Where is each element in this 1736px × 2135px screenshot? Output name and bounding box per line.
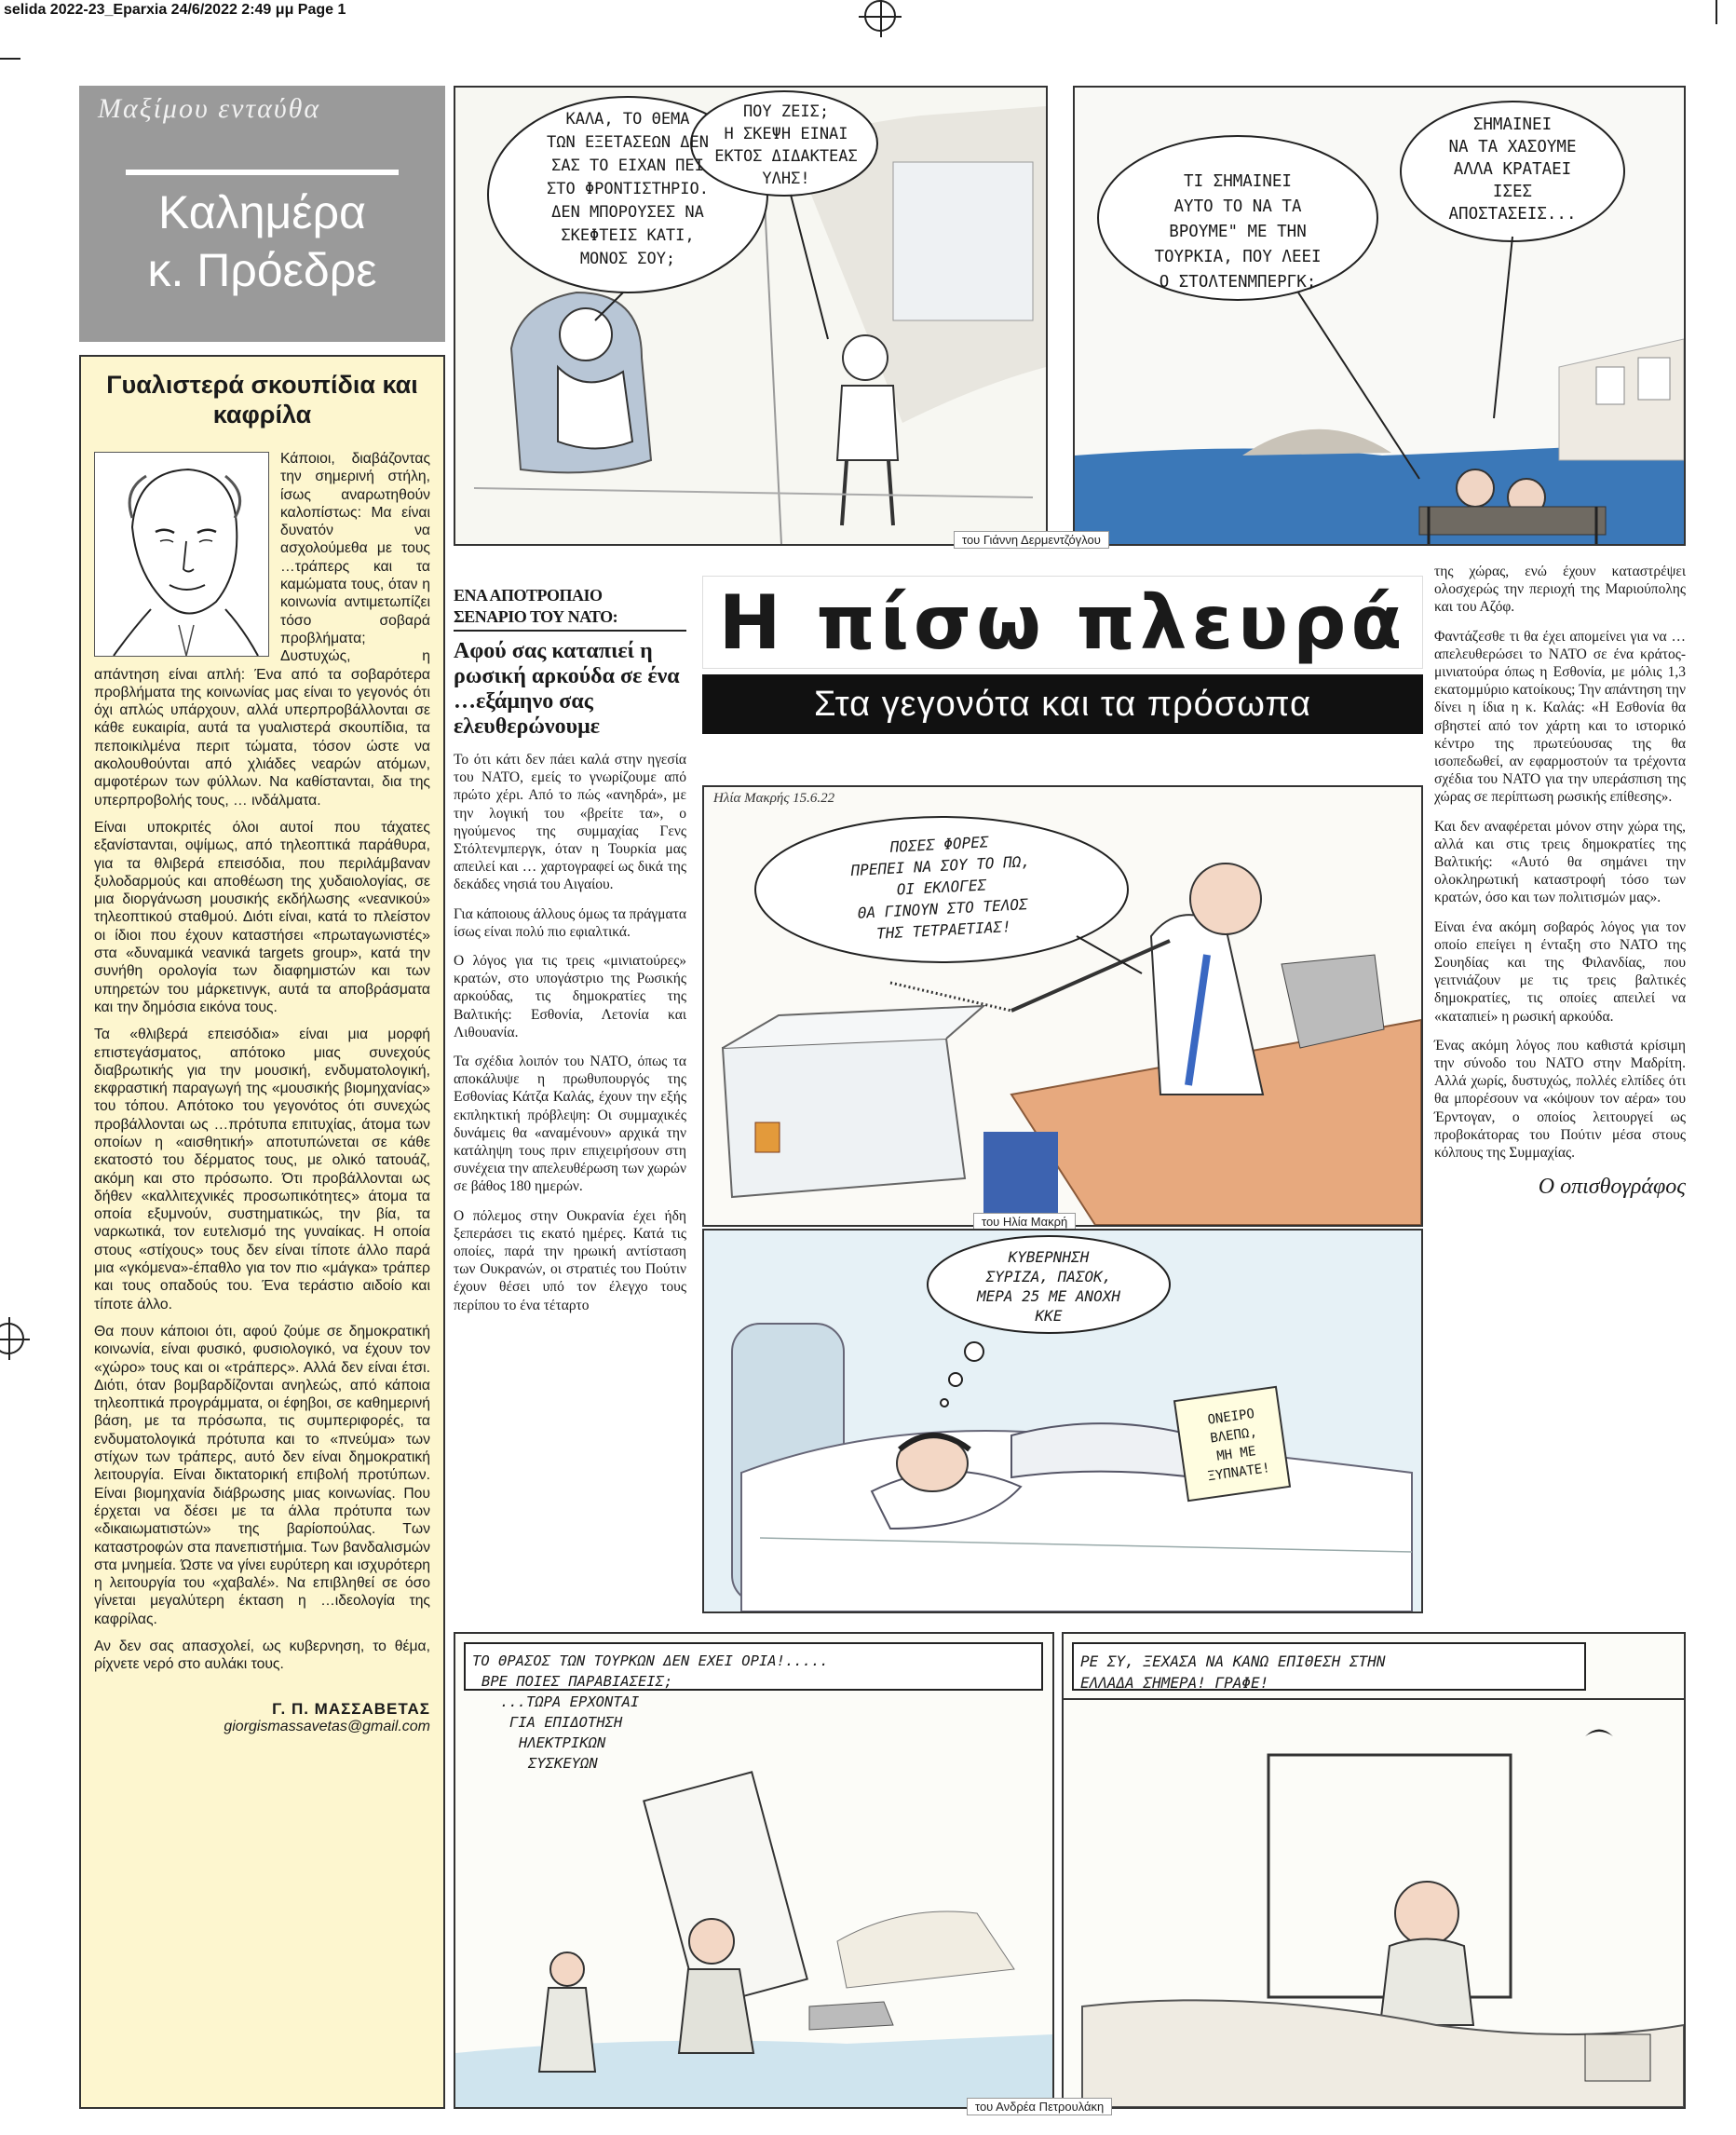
speech-bubble	[1080, 1651, 1602, 1693]
bubble-line: ΣΥΡΙΖΑ, ΠΑΣΟΚ,	[985, 1268, 1112, 1285]
bubble-line: ΒΡΟΥΜΕ" ΜΕ ΤΗΝ	[1169, 223, 1307, 241]
speech-bubble	[702, 101, 870, 190]
column-title-line: Καλημέρα	[158, 186, 366, 238]
left-article-paragraph: Τα «θλιβερά επεισόδια» είναι μια μορφή επιστεγάσματος, απότοκο μιας συνεχούς διαβρωτικής για την μουσική, ενδυματολογική, εκφραστική παραγωγή της «μουσικής βιομηχανίας» του τόπου. Απότοκο του γεγονότος ότι συνεχώς προβάλλονται ως …πρότυπα επιτυχίας, άτομα των οποίων η «αισθητική» αποτυπώνεται σε κάθε εκατοστό του δέρματος τους, με ολικό τατουάζ, ακόμη και στο πρόσωπο. Ότι προβάλλονται ως δήθεν «καλλιτεχνικές προσωπικότητες» άτομα τα οποία εξυμνούν, συστηματικώς, την βία, τα ναρκωτικά, τον ευτελισμό της γυναίκας. Η οποία στους «στίχους» τους δεν είναι τίποτε άλλο παρά μια «γκόμενα»-έπαθλο για τον πιο «μάγκα» τράπερ και τους οπαδούς του. Ένα τεράστιο αιδοίο και τίποτε άλλο.	[94, 1027, 430, 1312]
speech-bubble	[1112, 170, 1363, 295]
registration-mark-icon	[864, 0, 896, 32]
banner-subtitle: Στα γεγονότα και τα πρόσωπα	[702, 674, 1423, 734]
crop-mark	[0, 58, 20, 60]
bubble-line: ΤΩΝ ΕΞΕΤΑΣΕΩΝ ΔΕΝ	[547, 133, 709, 152]
author-portrait	[94, 452, 269, 657]
bubble-line: ΣΤΟ ΦΡΟΝΤΙΣΤΗΡΙΟ.	[547, 180, 709, 198]
cartoon-credit: του Γιάννη Δερμεντζόγλου	[954, 531, 1109, 549]
right-article	[1434, 563, 1686, 1200]
author-email: giorgismassavetas@gmail.com	[224, 1718, 430, 1734]
kicker-line: ΕΝΑ ΑΠΟΤΡΟΠΑΙΟ	[454, 586, 603, 605]
banner-title	[702, 576, 1423, 669]
registration-mark-icon	[0, 1323, 24, 1354]
banner-title-text: Η πίσω πλευρά	[718, 579, 1407, 666]
bubble-line: ΟΙ ΕΚΛΟΓΕΣ	[896, 876, 987, 899]
bubble-line: ΤΗΣ ΤΕΤΡΑΕΤΙΑΣ!	[875, 918, 1012, 943]
mid-article-paragraph: Τα σχέδια λοιπόν του ΝΑΤΟ, όπως τα αποκάλυψε η πρωθυπουργός της Εσθονίας Κάτζα Καλάς, έχουν την εξής εκπληκτική πρόβλεψη: Οι συμμαχικές δυνάμεις θα «αναμένουν» αρχικά την κατάληψη τους πριν επιχειρήσουν στη συνέχεια την απελευθέρωση των χωρών σε βάθος 180 ημερών.	[454, 1054, 686, 1195]
bubble-line: ΝΑ ΤΑ ΧΑΣΟΥΜΕ	[1448, 138, 1577, 156]
bubble-line: ΠΟΥ ΖΕΙΣ;	[742, 102, 830, 121]
bubble-line: ΕΚΤΟΣ ΔΙΔΑΚΤΕΑΣ	[714, 147, 858, 166]
cartoon-credit: του Ανδρέα Πετρουλάκη	[967, 2098, 1112, 2115]
bubble-line: ΜΟΝΟΣ ΣΟΥ;	[579, 250, 676, 268]
mid-article-paragraph: Για κάποιους άλλους όμως τα πράγματα ίσως είναι πολύ πιο εφιαλτικά.	[454, 905, 686, 940]
mid-article	[454, 585, 686, 1326]
article-author: Γ. Π. ΜΑΣΣΑΒΕΤΑΣ	[272, 1699, 430, 1718]
left-article-paragraph: Αν δεν σας απασχολεί, ως κυβερνηση, το θέμα, ρίχνετε νερό στο αυλάκι τους.	[94, 1639, 430, 1673]
left-article	[79, 355, 445, 2109]
mid-article-headline: Αφού σας καταπιεί η ρωσική αρκούδα σε ένα …εξάμηνο σας ελευθερώνουμε	[454, 639, 680, 739]
right-article-paragraph: Φαντάζεσθε τι θα έχει απομείνει για να …απελευθερώσει το ΝΑΤΟ σε ένα κράτος-μινιατούρα όπως η Εσθονία, με μόλις 1,3 εκατομμύριο κατοίκους; Την απάντηση την δίνει η ίδια η κ. Καλάς: «Η Εσθονία θα σβηστεί από τον χάρτη και το ιστορικό κέντρο της πρωτεύουσας της θα ισοπεδωθεί, αν εφαρμοστούν τα τρέχοντα σχέδια του ΝΑΤΟ για την υπεράσπιση της χώρας σε περίπτωση ρωσικής επίθεσης».	[1434, 628, 1686, 806]
cartoon-credit: του Ηλία Μακρή	[973, 1213, 1076, 1231]
bubble-line: ΒΡΕ ΠΟΙΕΣ ΠΑΡΑΒΙΑΣΕΙΣ;	[481, 1673, 673, 1690]
bubble-line: ΔΕΝ ΜΠΟΡΟΥΣΕΣ ΝΑ	[551, 203, 704, 222]
left-article-paragraph: Είναι υποκριτές όλοι αυτοί που τάχατες εξανίστανται, οψίμως, από τηλεοπτικά παράθυρα, για τα θλιβερά επεισόδια, που περιλάμβαναν ξυλοδαρμούς και αποθέωση της χυδαιολογίας, σε μια διοργάνωση μουσικής εκδήλωσης «νεανικού» τηλεοπτικού σταθμού. Διότι είναι, κατά το πλείστον οι ίδιοι που έχουν καταστήσει «πρωταγωνιστές» στα «δυναμικά νεανικά targets group», κατά την συνήθη ορολογία των διαφημιστών και των υπηρετών του μάρκετινγκ, αυτά τα αποβράσματα και την δημόσια εικόνα τους.	[94, 819, 430, 1015]
bubble-line: ΘΑ ΓΙΝΟΥΝ ΣΤΟ ΤΕΛΟΣ	[857, 895, 1029, 922]
cartoon-stoltenberg	[1073, 86, 1686, 546]
bubble-line: ΚΥΒΕΡΝΗΣΗ	[1008, 1248, 1090, 1266]
cartoon-erdogan	[1062, 1632, 1686, 2109]
bubble-line: ΣΥΣΚΕΥΩΝ	[528, 1755, 598, 1772]
article-byline: Ο οπισθογράφος	[1538, 1175, 1686, 1200]
right-article-paragraph: Και δεν αναφέρεται μόνον στην χώρα της, αλλά και στις τρεις δημοκρατίες της Βαλτικής: «Αυτό θα σημάνει την ολοκληρωτική καταστροφή τόσο των κρατών, όσο και των πολιτισμών μας».	[1434, 818, 1686, 906]
bubble-line: Ο ΣΤΟΛΤΕΝΜΠΕΡΓΚ;	[1159, 273, 1317, 292]
mid-article-paragraph: Ο λόγος για τις τρεις «μινιατούρες» κρατών, στο υπογάστριο της Ρωσικής αρκούδας, τις δημοκρατίες της Βαλτικής: Εσθονία, Λετονία και Λιθουανία.	[454, 953, 686, 1040]
header-rule	[126, 170, 399, 175]
bubble-line: ΓΙΑ ΕΠΙΔΟΤΗΣΗ	[509, 1714, 623, 1731]
sign-line: ΞΥΠΝΑΤΕ!	[1206, 1461, 1271, 1485]
bubble-line: ΑΛΛΑ ΚΡΑΤΑΕΙ	[1453, 160, 1572, 179]
bubble-line: ΡΕ ΣΥ, ΞΕΧΑΣΑ ΝΑ ΚΑΝΩ ΕΠΙΘΕΣΗ ΣΤΗΝ	[1080, 1652, 1386, 1670]
column-title	[79, 184, 445, 299]
bubble-line: ΥΛΗΣ!	[762, 170, 810, 188]
bubble-line: ΣΚΕΦΤΕΙΣ ΚΑΤΙ,	[561, 226, 695, 245]
article-kicker	[454, 585, 686, 628]
speech-bubble	[780, 825, 1103, 949]
bubble-line: ΚΚΕ	[1035, 1307, 1063, 1325]
bubble-line: Η ΣΚΕΨΗ ΕΙΝΑΙ	[724, 125, 848, 143]
left-article-paragraph	[94, 450, 430, 809]
sign-line: ΟΝΕΙΡΟ	[1206, 1406, 1255, 1428]
bubble-line: ΑΥΤΟ ΤΟ ΝΑ ΤΑ	[1173, 197, 1302, 216]
cartoon-elections	[702, 785, 1423, 1227]
right-article-paragraph: Ένας ακόμη λόγος που καθιστά κρίσιμη την σύνοδο του ΝΑΤΟ στην Μαδρίτη. Αλλά χωρίς, δυστυχώς, πολλές ελπίδες ότι θα μπορέσουν να «κόψουν τον αέρα» του Έρντογαν, ο οποίος λειτουργεί ως προβοκάτορας του Πούτιν μέσα στους κόλπους της Συμμαχίας.	[1434, 1037, 1686, 1162]
bubble-line: ΚΑΛΑ, ΤΟ ΘΕΜΑ	[565, 110, 690, 129]
right-article-paragraph: Είναι ένα ακόμη σοβαρός λόγος για τον οποίο επείγει η ένταξη στο ΝΑΤΟ της Σουηδίας και της Φιλανδίας, που γειτνιάζουν με τις τρεις βαλτικές δημοκρατίες, τις οποίες απειλεί να «καταπιεί» η ρωσική αρκούδα.	[1434, 918, 1686, 1025]
bubble-line: ΤΟ ΘΡΑΣΟΣ ΤΩΝ ΤΟΥΡΚΩΝ ΔΕΝ ΕΧΕΙ ΟΡΙΑ!.....	[472, 1652, 829, 1669]
kicker-line: ΣΕΝΑΡΙΟ ΤΟΥ ΝΑΤΟ:	[454, 607, 618, 626]
cartoon-fridge	[454, 1632, 1054, 2109]
print-slug: selida 2022-23_Eparxia 24/6/2022 2:49 μμ Page 1	[4, 2, 346, 18]
column-title-line: κ. Πρόεδρε	[147, 244, 377, 296]
bubble-line: ΤΙ ΣΗΜΑΙΝΕΙ	[1184, 172, 1292, 191]
bubble-line: ΕΛΛΑΔΑ ΣΗΜΕΡΑ! ΓΡΑΦΕ!	[1080, 1674, 1269, 1692]
column-signature: Μαξίμου ενταύθα	[98, 93, 321, 124]
mid-article-paragraph: Το ότι κάτι δεν πάει καλά στην ηγεσία του ΝΑΤΟ, εμείς το γνωρίζουμε από πρώτο χέρι. Από το πώς «ανηδρά», με την λογική του «βρείτε τα», ο ηγούμενος της συμμαχίας Γενς Στόλτενμπεργκ, όταν η Τουρκία μας απειλεί και … χαρτογραφεί ως δικά της δεκάδες νησιά του Αιγαίου.	[454, 752, 686, 893]
bubble-line: ΣΗΜΑΙΝΕΙ	[1472, 116, 1553, 134]
crop-mark	[1716, 0, 1717, 24]
mid-article-paragraph: Ο πόλεμος στην Ουκρανία έχει ήδη ξεπεράσει τις εκατό ημέρες. Κατά τις οποίες, παρά την ηρωική αντίσταση των Ουκρανών, οι στρατιές του Πούτιν έχουν θέσει υπό τον έλεγχο τους περίπου το ένα τέταρτο	[454, 1207, 686, 1313]
bubble-line: ΠΟΣΕΣ ΦΟΡΕΣ	[889, 833, 990, 856]
speech-bubble	[928, 1247, 1170, 1326]
paragraph-text: Κάποιοι, διαβάζοντας την σημερινή στήλη, ίσως αναρωτηθούν καλοπίστως: Μα είναι δυνατόν να ασχολούμεθα με τους …τράπερς και τα καμώματα τους, όταν η κοινωνία αντιμετωπίζει τόσο σοβαρά προβλήματα; Δυστυχώς, η απάντηση είναι απλή: Ένα από τα σοβαρότερα προβλήματα της κοινωνίας μας είναι το γεγονός ότι όχι απλώς υπάρχουν, αλλά υπερπροβάλλονται σε κάθε ευκαιρία, αυτά τα γυαλιστερά σκουπίδια, τα πεποικιλμένα περιτ τώματα, τόσον ώστε να ακολουθούνται από χλιάδες νεαρών ατόμων, αμφοτέρων των φύλλων. Να καθίστανται, δια της υπερπροβολής τους, … ινδάλματα.	[94, 451, 430, 809]
bubble-line: ΣΑΣ ΤΟ ΕΙΧΑΝ ΠΕΙ	[551, 156, 704, 175]
bubble-line: ...ΤΩΡΑ ΕΡΧΟΝΤΑΙ	[500, 1693, 640, 1710]
cartoon-exams	[454, 86, 1048, 546]
speech-bubble	[1415, 114, 1610, 225]
right-article-paragraph: της χώρας, ενώ έχουν καταστρέψει ολοσχερώς την περιοχή της Μαριούπολης και του Αζόφ.	[1434, 564, 1686, 616]
left-article-paragraph: Θα πουν κάποιοι ότι, αφού ζούμε σε δημοκρατική κοινωνία, είναι φυσικό, φυσιολογικό, να έχουν τον «χώρο» τους και οι «τράπερς». Αλλά δεν είναι έτσι. Διότι, όταν βομβαρδίζονται ανηλεώς, από κάποια τηλεοπτικά προγράμματα, οι έφηβοι, σε καθημερινή βάση, με τα πρόσωπα, τις συμπεριφορές, τα ενδυματολογικά πρότυπα και το «πνεύμα» των στίχων των τράπερς, αυτό δεν είναι δημοκρατική λειτουργία. Είναι δικτατορική επιβολή προτύπων. Είναι βιομηχανία διάβρωσης μιας κοινωνίας. Που έρχεται να δέσει με τα άλλα πρότυπα των «δικαιωματιστών» της βαρίοπούλας. Των καταστροφών στα πανεπιστήμια. Των βανδαλισμών στα μνημεία. Ώστε να γίνει ευρύτερη και ισχυρότερη η λειτουργία του «χαβαλέ». Να επιβληθεί σε όσο γίνεται μεγαλύτερη έκταση η …ιδεολογία της καφρίλας.	[94, 1323, 430, 1627]
cartoon-signature: Ηλία Μακρής 15.6.22	[713, 791, 835, 806]
bubble-line: ΜΕΡΑ 25 ΜΕ ΑΝΟΧΗ	[976, 1287, 1121, 1305]
bubble-line: ΑΠΟΣΤΑΣΕΙΣ...	[1448, 205, 1577, 224]
bubble-line: ΠΡΕΠΕΙ ΝΑ ΣΟΥ ΤΟ ΠΩ,	[850, 852, 1031, 880]
bubble-line: ΗΛΕΚΤΡΙΚΩΝ	[519, 1734, 606, 1751]
bubble-line: ΤΟΥΡΚΙΑ, ΠΟΥ ΛΕΕΙ	[1154, 248, 1322, 266]
cartoon-dream	[702, 1229, 1423, 1613]
sign-line: ΒΛΕΠΩ,	[1209, 1424, 1258, 1447]
left-article-headline: Γυαλιστερά σκουπίδια και καφρίλα	[106, 371, 418, 428]
kicker-rule	[454, 630, 686, 632]
speech-bubble	[472, 1651, 1040, 1774]
column-header	[79, 86, 445, 342]
do-not-disturb-sign	[1184, 1401, 1286, 1488]
bubble-line: ΙΣΕΣ	[1492, 183, 1533, 201]
sign-line: ΜΗ ΜΕ	[1215, 1444, 1257, 1464]
